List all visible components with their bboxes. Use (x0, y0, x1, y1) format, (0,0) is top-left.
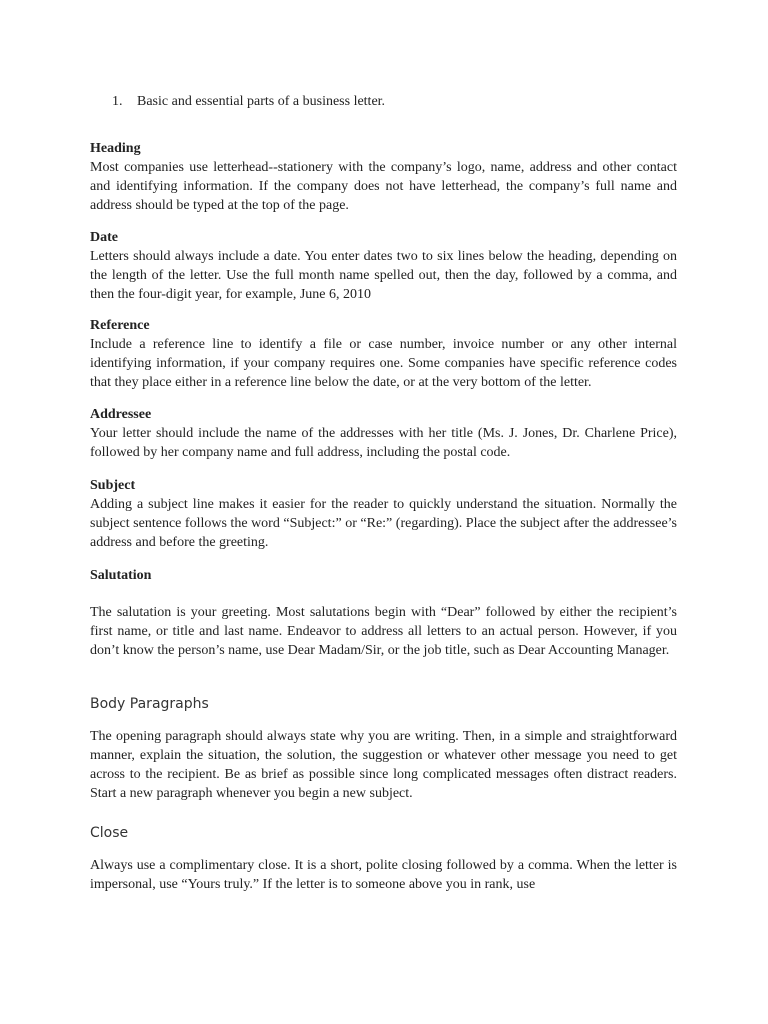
section-reference (90, 316, 677, 392)
section-date (90, 228, 677, 304)
section-title-body-paragraphs: Body Paragraphs (90, 696, 209, 712)
section-title-close: Close (90, 825, 129, 841)
section-addressee (90, 405, 677, 462)
section-body-addressee: Your letter should include the name of the addresses with her title (Ms. J. Jones, Dr. Charlene Price), followed by her company name and full address, including the postal code. (90, 426, 677, 460)
list-number: 1. (112, 94, 123, 109)
section-body-date: Letters should always include a date. You enter dates two to six lines below the heading, depending on the length of the letter. Use the full month name spelled out, then the day, followed by a comma, and then the four-digit year, for example, June 6, 2010 (90, 249, 677, 302)
list-item-text: Basic and essential parts of a business letter. (137, 94, 386, 109)
section-body-salutation: The salutation is your greeting. Most salutations begin with “Dear” followed by either the recipient’s first name, or title and last name. Endeavor to address all letters to an actual person. However, if you don’t know the person’s name, use Dear Madam/Sir, or the job title, such as Dear Accounting Manager. (90, 605, 677, 658)
numbered-list-item (112, 92, 385, 112)
section-title-addressee: Addressee (90, 407, 152, 422)
section-subject (90, 476, 677, 552)
section-body-paragraphs (90, 694, 677, 803)
section-title-subject: Subject (90, 478, 136, 493)
section-body-body-paragraphs: The opening paragraph should always state why you are writing. Then, in a simple and straightforward manner, explain the situation, the solution, the suggestion or whatever other message you need to get across to the recipient. Be as brief as possible since long complicated messages often distract readers. Start a new paragraph whenever you begin a new subject. (90, 729, 677, 801)
section-body-reference: Include a reference line to identify a file or case number, invoice number or any other internal identifying information, if your company requires one. Some companies have specific reference codes that they place either in a reference line below the date, or at the very bottom of the letter. (90, 337, 677, 390)
section-title-salutation: Salutation (90, 568, 152, 583)
section-body-heading: Most companies use letterhead--stationery with the company’s logo, name, address and other contact and identifying information. If the company does not have letterhead, the company’s full name and address should be typed at the top of the page. (90, 160, 677, 213)
section-close (90, 823, 677, 894)
section-body-subject: Adding a subject line makes it easier for the reader to quickly understand the situation. Normally the subject sentence follows the word “Subject:” or “Re:” (regarding). Place the subject after the addressee’s address and before the greeting. (90, 497, 677, 550)
section-title-heading: Heading (90, 141, 141, 156)
section-title-reference: Reference (90, 318, 150, 333)
section-salutation (90, 566, 677, 660)
section-body-close: Always use a complimentary close. It is a short, polite closing followed by a comma. When the letter is impersonal, use “Yours truly.” If the letter is to someone above you in rank, use (90, 858, 677, 892)
section-title-date: Date (90, 230, 118, 245)
section-heading (90, 139, 677, 215)
